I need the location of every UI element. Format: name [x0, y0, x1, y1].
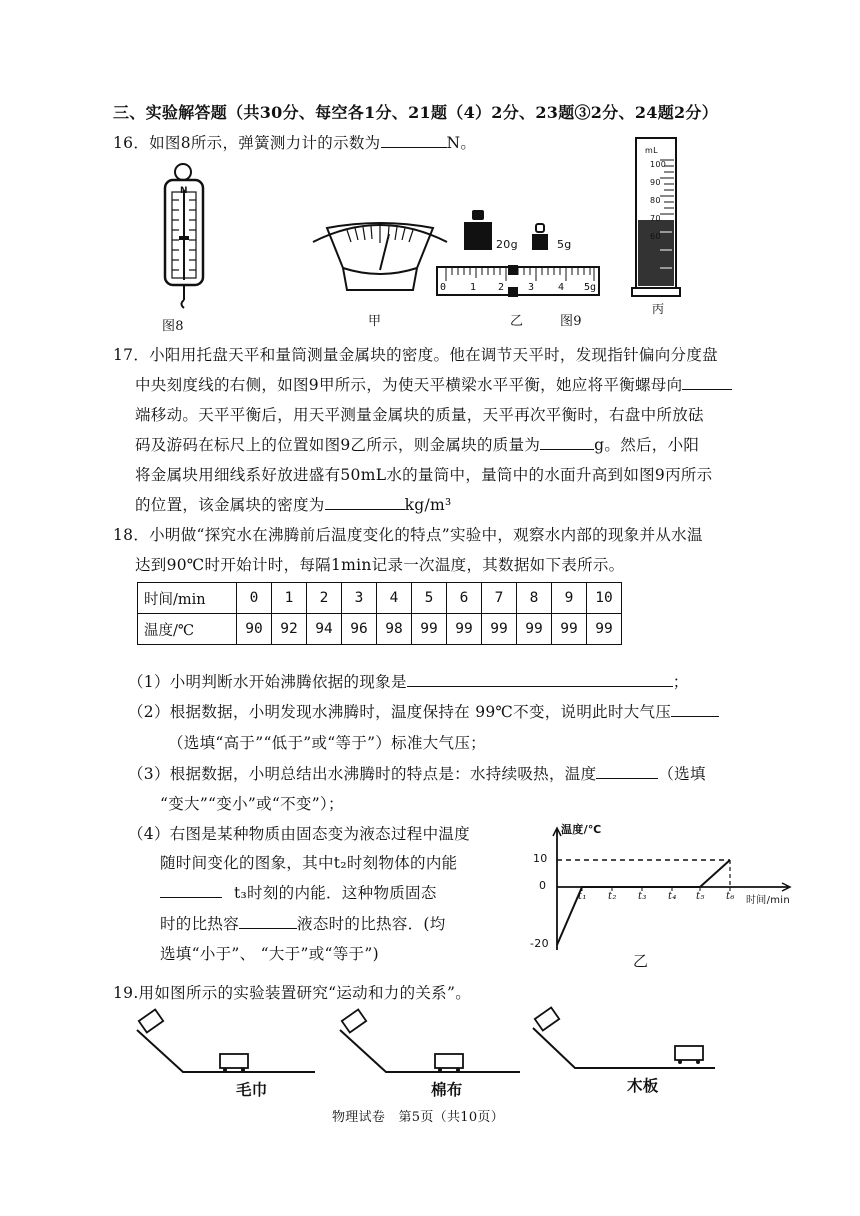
graph-x-tick-t5: t₅	[696, 891, 705, 902]
cylinder-tick-70: 70	[650, 214, 661, 223]
q18-part3-text: （3）根据数据，小明总结出水沸腾时的特点是：水持续吸热，温度	[128, 765, 597, 783]
table-cell: 99	[587, 614, 622, 645]
graph-x-tick-t1: t₁	[578, 891, 587, 902]
q18-part1-text: （1）小明判断水开始沸腾依据的现象是	[128, 673, 407, 691]
q18-part4-line1: （4）右图是某种物质由固态变为液态过程中温度	[128, 825, 470, 843]
weight-20g-label: 20g	[496, 238, 518, 251]
table-cell: 96	[342, 614, 377, 645]
q18-blank-pressure[interactable]	[671, 702, 719, 717]
q18-line1: 18．小明做“探究水在沸腾前后温度变化的特点”实验中，观察水内部的现象并从水温	[113, 526, 703, 544]
surface-label-cotton: 棉布	[431, 1080, 463, 1099]
q16-text: 16．如图8所示，弹簧测力计的示数为	[113, 134, 381, 152]
table-cell: 99	[517, 614, 552, 645]
ruler-tick-2: 2	[498, 282, 505, 293]
q17-line4	[135, 433, 699, 455]
graph-y-tick-neg20: -20	[530, 937, 549, 950]
table-cell: 4	[377, 583, 412, 614]
table-cell: 98	[377, 614, 412, 645]
q17-line2	[135, 373, 732, 395]
table-cell: 1	[272, 583, 307, 614]
graph-caption: 乙	[633, 952, 649, 970]
table-cell: 99	[552, 614, 587, 645]
balance-dial-figure	[305, 210, 455, 295]
cylinder-tick-90: 90	[650, 178, 661, 187]
graph-x-tick-t4: t₄	[668, 891, 677, 902]
q17-line3: 端移动。天平平衡后，用天平测量金属块的质量，天平再次平衡时，右盘中所放砝	[135, 406, 704, 424]
table-cell: 94	[307, 614, 342, 645]
q18-part4-line4	[160, 912, 446, 934]
q17-line6	[135, 493, 452, 515]
spring-scale-figure	[155, 160, 215, 310]
q18-part4-line5: 选填“小于”、 “大于”或“等于”)	[160, 945, 379, 963]
q17-line4-unit: g。然后，小阳	[594, 436, 700, 454]
ruler-tick-5g: 5g	[584, 282, 597, 293]
q18-blank-temperature-change[interactable]	[596, 764, 658, 779]
q18-part3-options: “变大”“变小”或“不变”）；	[160, 795, 344, 813]
figure-9-bing-label: 丙	[652, 302, 665, 316]
q18-part3	[128, 762, 706, 784]
ruler-tick-1: 1	[470, 282, 477, 293]
q18-blank-specific-heat[interactable]	[239, 914, 297, 929]
q17-line1: 17．小阳用托盘天平和量筒测量金属块的密度。他在调节天平时，发现指针偏向分度盘	[113, 346, 718, 364]
table-cell: 8	[517, 583, 552, 614]
q18-line2: 达到90℃时开始计时，每隔1min记录一次温度，其数据如下表所示。	[135, 556, 625, 574]
incline-setup-towel	[125, 1010, 325, 1080]
table-header-time: 时间/min	[138, 583, 237, 614]
q18-part4-line3-text: t₃时刻的内能．这种物质固态	[234, 884, 437, 902]
q17-line6-text: 的位置，该金属块的密度为	[135, 496, 325, 514]
question-19: 19.用如图所示的实验装置研究“运动和力的关系”。	[113, 984, 471, 1002]
q18-part2	[128, 700, 719, 722]
graph-x-tick-t2: t₂	[608, 891, 617, 902]
ruler-tick-0: 0	[440, 282, 447, 293]
table-cell: 3	[342, 583, 377, 614]
table-cell: 90	[237, 614, 272, 645]
q17-blank-density[interactable]	[325, 495, 405, 510]
table-cell: 9	[552, 583, 587, 614]
table-cell: 0	[237, 583, 272, 614]
surface-label-wood: 木板	[627, 1076, 659, 1095]
q18-part2-text: （2）根据数据，小明发现水沸腾时，温度保持在 99℃不变，说明此时大气压	[128, 703, 672, 721]
q17-blank-direction[interactable]	[682, 375, 732, 390]
q18-part3-hint: （选填	[658, 765, 706, 783]
table-cell: 7	[482, 583, 517, 614]
graph-y-tick-0: 0	[539, 879, 547, 892]
question-16	[113, 131, 476, 153]
q16-blank[interactable]	[381, 133, 447, 148]
balance-ruler-figure	[436, 265, 602, 299]
surface-label-towel: 毛巾	[236, 1080, 268, 1099]
table-cell: 2	[307, 583, 342, 614]
table-cell: 92	[272, 614, 307, 645]
q18-part1-end: ；	[672, 673, 689, 691]
figure-9-caption: 图9	[560, 314, 582, 329]
section-header: 三、实验解答题（共30分、每空各1分、21题（4）2分、23题③2分、24题2分）	[113, 103, 719, 122]
cylinder-tick-60: 60	[650, 232, 661, 241]
q18-part4-line4-text: 时的比热容	[160, 915, 240, 933]
table-cell: 5	[412, 583, 447, 614]
q18-part2-hint: （选填“高于”“低于”或“等于”）标准大气压；	[168, 734, 486, 752]
figure-9-yi-label: 乙	[510, 314, 524, 329]
temperature-table	[137, 582, 622, 645]
table-cell: 6	[447, 583, 482, 614]
graph-x-tick-t6: t₆	[726, 891, 735, 902]
q17-blank-mass[interactable]	[540, 435, 594, 450]
table-cell: 99	[447, 614, 482, 645]
table-row-time	[138, 583, 622, 614]
q17-line6-unit: kg/m³	[404, 496, 452, 514]
graph-y-label: 温度/℃	[561, 823, 602, 836]
table-cell: 99	[412, 614, 447, 645]
cylinder-tick-80: 80	[650, 196, 661, 205]
cylinder-unit: mL	[645, 146, 658, 155]
q17-line4-text: 码及游码在标尺上的位置如图9乙所示，则金属块的质量为	[135, 436, 541, 454]
ruler-tick-4: 4	[558, 282, 565, 293]
q18-part4-line2: 随时间变化的图象，其中t₂时刻物体的内能	[160, 854, 458, 872]
q18-blank-boiling-phenomenon[interactable]	[407, 672, 673, 687]
cylinder-ticks	[650, 156, 666, 246]
q18-part4-line4-end: 液态时的比热容．(均	[297, 915, 446, 933]
q17-line5: 将金属块用细线系好放进盛有50mL水的量筒中，量筒中的水面升高到如图9丙所示	[135, 466, 713, 484]
table-header-temperature: 温度/℃	[138, 614, 237, 645]
graph-x-tick-t3: t₃	[638, 891, 647, 902]
table-row-temperature	[138, 614, 622, 645]
weight-5g-label: 5g	[557, 238, 572, 251]
cylinder-tick-100: 100	[650, 160, 667, 169]
page-footer: 物理试卷 第5页（共10页）	[332, 1110, 505, 1125]
q18-blank-internal-energy[interactable]	[160, 883, 222, 898]
q16-unit: N。	[446, 134, 477, 152]
q18-part1	[128, 670, 689, 692]
q18-part4-line3	[160, 881, 437, 903]
incline-setup-wood	[525, 1010, 725, 1080]
graph-y-tick-10: 10	[533, 852, 548, 865]
figure-9-jia-label: 甲	[368, 314, 382, 329]
ruler-tick-3: 3	[528, 282, 535, 293]
incline-setup-cotton	[330, 1010, 530, 1080]
q17-line2-text: 中央刻度线的右侧，如图9甲所示，为使天平横梁水平平衡，她应将平衡螺母向	[135, 376, 683, 394]
figure-8-caption: 图8	[162, 319, 184, 334]
table-cell: 99	[482, 614, 517, 645]
graph-x-label: 时间/min	[746, 895, 791, 906]
spring-scale-unit: N	[180, 186, 188, 196]
table-cell: 10	[587, 583, 622, 614]
